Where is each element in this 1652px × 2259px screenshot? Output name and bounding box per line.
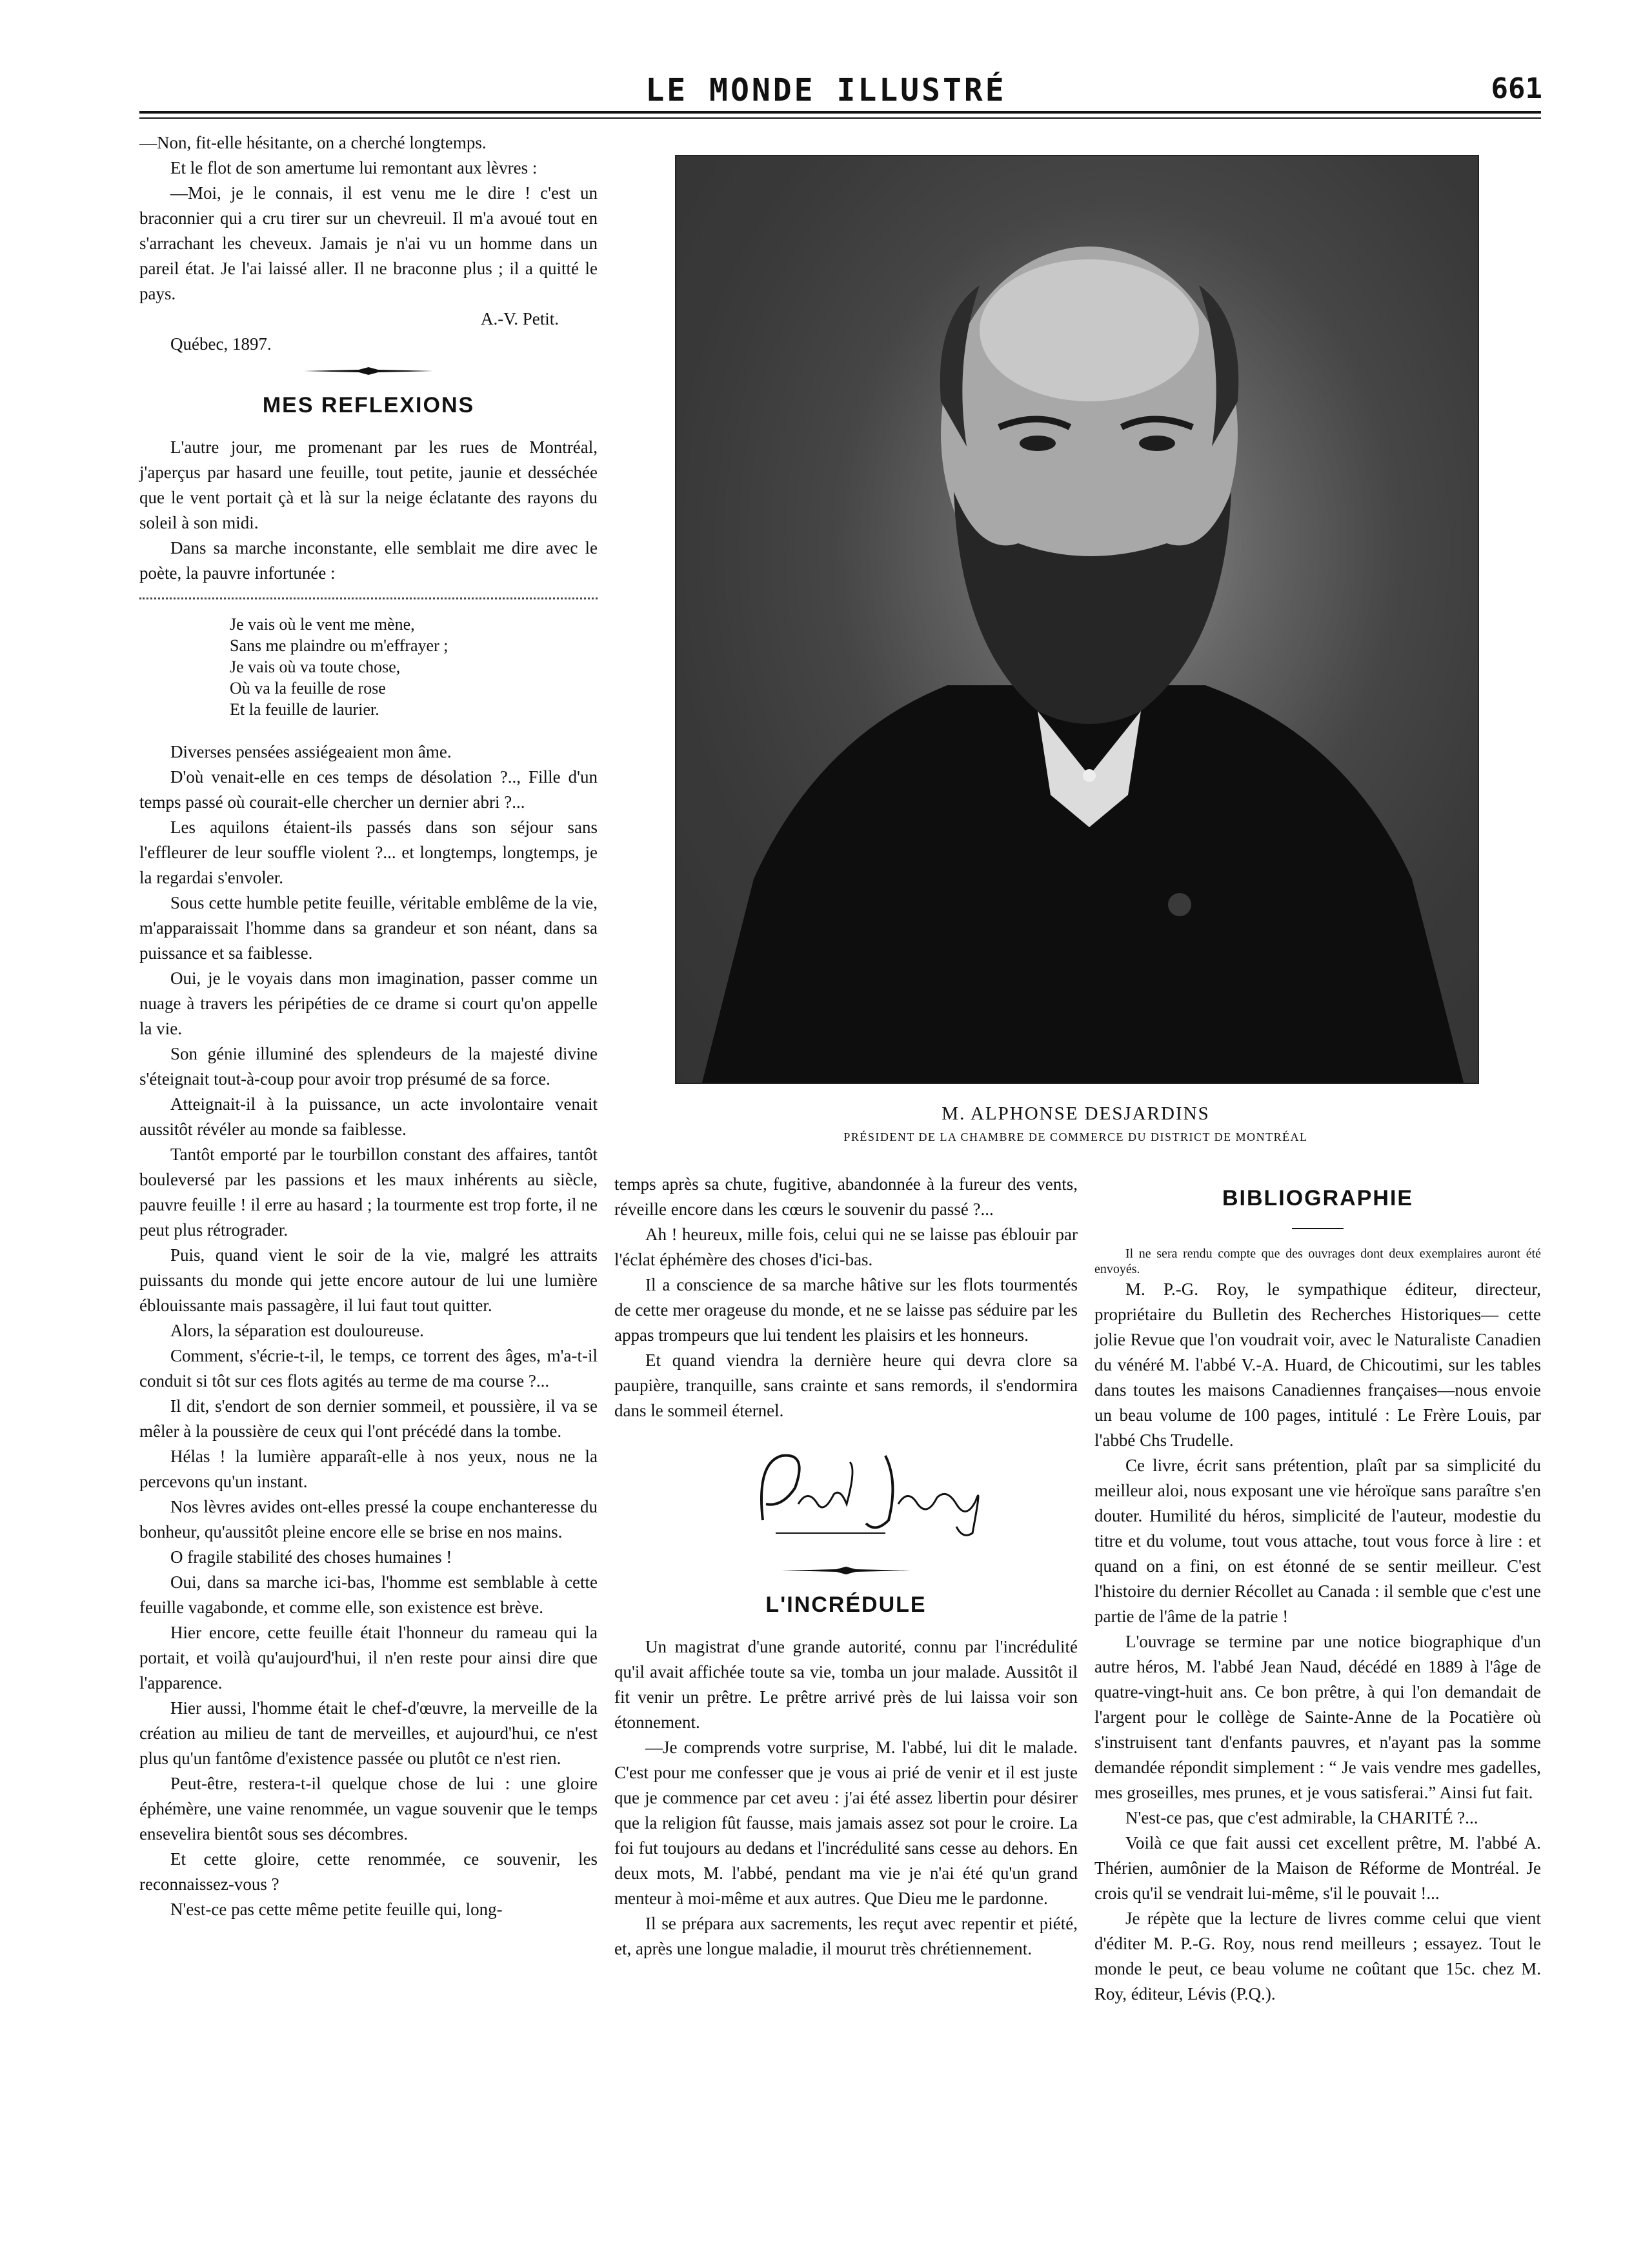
article-paragraph: Nos lèvres avides ont-elles pressé la coupe enchanteresse du bonheur, qu'aussitôt pleine encore elle se brise en nos mains.	[139, 1497, 598, 1541]
poem-line: Je vais où le vent me mène,	[230, 615, 415, 634]
review-paragraph: Voilà ce que fait aussi cet excellent prêtre, M. l'abbé A. Thérien, aumônier de la Maison de Réforme de Montréal. Je crois qu'il se vendrait lui-même, s'il le pouvait !...	[1094, 1833, 1541, 1903]
section-heading-bibliographie: BIBLIOGRAPHIE	[1222, 1186, 1414, 1210]
review-paragraph: N'est-ce pas, que c'est admirable, la CHARITÉ ?...	[1125, 1808, 1478, 1827]
article-paragraph: —Je comprends votre surprise, M. l'abbé, lui dit le malade. C'est pour me confesser que je vous ai prié de venir et il est juste que je commence par cet aveu : j'ai été assez libertin pour désirer que la religion fût fausse, mais jamais assez sot pour le croire. La foi fut toujours au dedans et l'incrédulité sans cesse au dehors. En deux mots, M. l'abbé, pendant ma vie je n'ai été qu'un grand menteur à moi-même et aux autres. Que Dieu me le pardonne.	[614, 1738, 1078, 1908]
article-paragraph: Comment, s'écrie-t-il, le temps, ce torrent des âges, m'a-t-il conduit si tôt sur ces flots agités au terme de ma course ?...	[139, 1346, 598, 1391]
article-paragraph: Il dit, s'endort de son dernier sommeil, et poussière, il va se mêler à la poussière de ceux qui l'ont précédé dans la tombe.	[139, 1396, 598, 1441]
article-paragraph: Et quand viendra la dernière heure qui devra clore sa paupière, tranquille, sans crainte et sans remords, il s'endormira dans le sommeil éternel.	[614, 1350, 1078, 1420]
article-paragraph: Atteignait-il à la puissance, un acte involontaire venait aussitôt révéler au monde sa faiblesse.	[139, 1094, 598, 1139]
column-middle	[614, 1172, 1078, 1962]
poem-quote	[230, 614, 598, 720]
article-paragraph: Alors, la séparation est douloureuse.	[170, 1321, 424, 1340]
article-paragraph: Il se prépara aux sacrements, les reçut avec repentir et piété, et, après une longue maladie, il mourut très chrétiennement.	[614, 1914, 1078, 1958]
article-paragraph: Un magistrat d'une grande autorité, connu par l'incrédulité qu'il avait affichée toute sa vie, tomba un jour malade. Aussitôt il fit venir un prêtre. Le prêtre arrivé près de lui laissa voir son étonnement.	[614, 1637, 1078, 1732]
article-paragraph: Diverses pensées assiégeaient mon âme.	[170, 742, 452, 761]
section-heading-mes-reflexions: MES REFLEXIONS	[262, 393, 475, 417]
article-paragraph: Ah ! heureux, mille fois, celui qui ne se laisse pas éblouir par l'éclat éphémère des choses d'ici-bas.	[614, 1225, 1078, 1269]
article-paragraph: Hélas ! la lumière apparaît-elle à nos yeux, nous ne la percevons qu'un instant.	[139, 1447, 598, 1491]
article-paragraph: Oui, je le voyais dans mon imagination, passer comme un nuage à travers les péripéties de ce drame si court qu'on appelle la vie.	[139, 969, 598, 1038]
article-paragraph: Hier aussi, l'homme était le chef-d'œuvre, la merveille de la création au milieu de tant de merveilles, et aujourd'hui, ce n'est plus qu'un fantôme d'existence passée ou plutôt ce n'est rien.	[139, 1698, 598, 1768]
portrait-silhouette	[676, 156, 1478, 1083]
article-paragraph: Son génie illuminé des splendeurs de la majesté divine s'éteignait tout-à-coup pour avoir trop présumé de sa force.	[139, 1044, 598, 1089]
dateline: Québec, 1897.	[170, 334, 272, 354]
article-paragraph: Et cette gloire, cette renommée, ce souvenir, les reconnaissez-vous ?	[139, 1849, 598, 1894]
portrait-photo	[675, 155, 1479, 1084]
article-paragraph: L'autre jour, me promenant par les rues de Montréal, j'aperçus par hasard une feuille, tout petite, jaunie et desséchée que le vent portait çà et là sur la neige éclatante des rayons du soleil à son midi.	[139, 437, 598, 532]
article-paragraph: Sous cette humble petite feuille, véritable emblême de la vie, m'apparaissait l'homme dans sa grandeur et son néant, dans sa puissance et sa faiblesse.	[139, 893, 598, 963]
article-paragraph: Tantôt emporté par le tourbillon constant des affaires, tantôt bouleversé par les passions et les maux inhérents au siècle, pauvre feuille ! il erre au hasard ; la tourmente est trop forte, il ne peut plus rétrograder.	[139, 1145, 598, 1240]
photo-caption: M. ALPHONSE DESJARDINS	[942, 1103, 1210, 1124]
article-paragraph: Les aquilons étaient-ils passés dans son séjour sans l'effleurer de leur souffle violent ?... et longtemps, longtemps, je la regardai s'envoler.	[139, 818, 598, 887]
ornament-divider-icon	[781, 1565, 911, 1576]
article-paragraph: Puis, quand vient le soir de la vie, malgré les attraits puissants du monde qui jette encore autour de lui une lumière éblouissante mais passagère, il lui faut tout quitter.	[139, 1245, 598, 1315]
dotted-separator	[139, 590, 598, 599]
story-ending-paragraph: —Non, fit-elle hésitante, on a cherché longtemps.	[139, 133, 487, 152]
poem-line: Sans me plaindre ou m'effrayer ;	[230, 636, 448, 655]
poem-line: Je vais où va toute chose,	[230, 658, 401, 676]
photo-subcaption: PRÉSIDENT DE LA CHAMBRE DE COMMERCE DU DISTRICT DE MONTRÉAL	[843, 1130, 1308, 1143]
article-paragraph: N'est-ce pas cette même petite feuille qui, long-	[170, 1900, 503, 1919]
poem-line: Où va la feuille de rose	[230, 679, 386, 698]
poem-line: Et la feuille de laurier.	[230, 700, 379, 719]
masthead-title: LE MONDE ILLUSTRÉ	[645, 72, 1007, 108]
review-paragraph: L'ouvrage se termine par une notice biographique d'un autre héros, M. l'abbé Jean Naud, décédé en 1889 à l'âge de quatre-vingt-huit ans. Ce bon prêtre, à qui l'on demandait de l'argent pour le collège de Sainte-Anne de la Pocatière où s'instruisent tant d'enfants pauvres, et n'ayant pas la somme demandée répondit simplement : “ Je vais vendre mes gadelles, mes groseilles, mes prunes, et je vous satisferai.” Ainsi fut fait.	[1094, 1632, 1541, 1802]
short-rule	[1292, 1228, 1344, 1229]
article-paragraph: Dans sa marche inconstante, elle semblait me dire avec le poète, la pauvre infortunée :	[139, 538, 598, 583]
ornament-divider-icon	[304, 366, 433, 376]
header-rule	[139, 111, 1541, 114]
header-rule-thin	[139, 117, 1541, 119]
story-ending-paragraph: Et le flot de son amertume lui remontant aux lèvres :	[170, 158, 538, 177]
editorial-note: Il ne sera rendu compte que des ouvrages dont deux exemplaires auront été envoyés.	[1094, 1247, 1541, 1276]
review-paragraph: Je répète que la lecture de livres comme celui que vient d'éditer M. P.-G. Roy, nous rend meilleurs ; essayez. Tout le monde le peut, ce beau volume ne coûtant que 15c. chez M. Roy, éditeur, Lévis (P.Q.).	[1094, 1909, 1541, 2003]
author-signature: A.-V. Petit.	[480, 309, 559, 328]
handwritten-signature-paul-ivoy	[737, 1443, 1008, 1540]
review-paragraph: Ce livre, écrit sans prétention, plaît par sa simplicité du meilleur aloi, nous exposant une vie héroïque sans paraître s'en douter. Humilité du héros, simplicité de l'auteur, modestie du titre et du volume, tout vous attache, tout vous force à lire : et quand on a fini, on est étonné de se sentir meilleur. C'est l'histoire du dernier Récollet au Canada : il semble que c'est une partie de l'âme de la patrie !	[1094, 1456, 1541, 1626]
column-left	[139, 130, 598, 1922]
section-heading-incredule: L'INCRÉDULE	[765, 1592, 927, 1617]
article-paragraph: Peut-être, restera-t-il quelque chose de lui : une gloire éphémère, une vaine renommée, un vague souvenir que le temps ensevelira bientôt sous ses décombres.	[139, 1774, 598, 1843]
page-number: 661	[1491, 72, 1542, 105]
article-paragraph: O fragile stabilité des choses humaines !	[170, 1547, 452, 1567]
article-paragraph: Hier encore, cette feuille était l'honneur du rameau qui la portait, et voilà qu'aujourd'hui, il n'en reste pour ainsi dire que l'apparence.	[139, 1623, 598, 1692]
article-paragraph: D'où venait-elle en ces temps de désolation ?.., Fille d'un temps passé où courait-elle chercher un dernier abri ?...	[139, 767, 598, 812]
story-ending-paragraph: —Moi, je le connais, il est venu me le dire ! c'est un braconnier qui a cru tirer sur un chevreuil. Il m'a avoué tout en s'arrachant les cheveux. Jamais je n'ai vu un homme dans un pareil état. Je l'ai laissé aller. Il ne braconne plus ; il a quitté le pays.	[139, 183, 598, 303]
article-paragraph: temps après sa chute, fugitive, abandonnée à la fureur des vents, réveille encore dans les cœurs le souvenir du passé ?...	[614, 1174, 1078, 1219]
article-paragraph: Il a conscience de sa marche hâtive sur les flots tourmentés de cette mer orageuse du monde, et ne se laisse pas séduire par les appas trompeurs que lui tendent les plaisirs et les honneurs.	[614, 1275, 1078, 1345]
review-paragraph: M. P.-G. Roy, le sympathique éditeur, directeur, propriétaire du Bulletin des Recherches Historiques— cette jolie Revue que l'on voudrait voir, avec le Naturaliste Canadien du vénéré M. l'abbé V.-A. Huard, de Chicoutimi, sur les tables dans toutes les maisons Canadiennes françaises—nous envoie un beau volume de 100 pages, intitulé : Le Frère Louis, par l'abbé Chs Trudelle.	[1094, 1280, 1541, 1450]
column-right	[1094, 1186, 1541, 2007]
article-paragraph: Oui, dans sa marche ici-bas, l'homme est semblable à cette feuille vagabonde, et comme elle, son existence est brève.	[139, 1572, 598, 1617]
